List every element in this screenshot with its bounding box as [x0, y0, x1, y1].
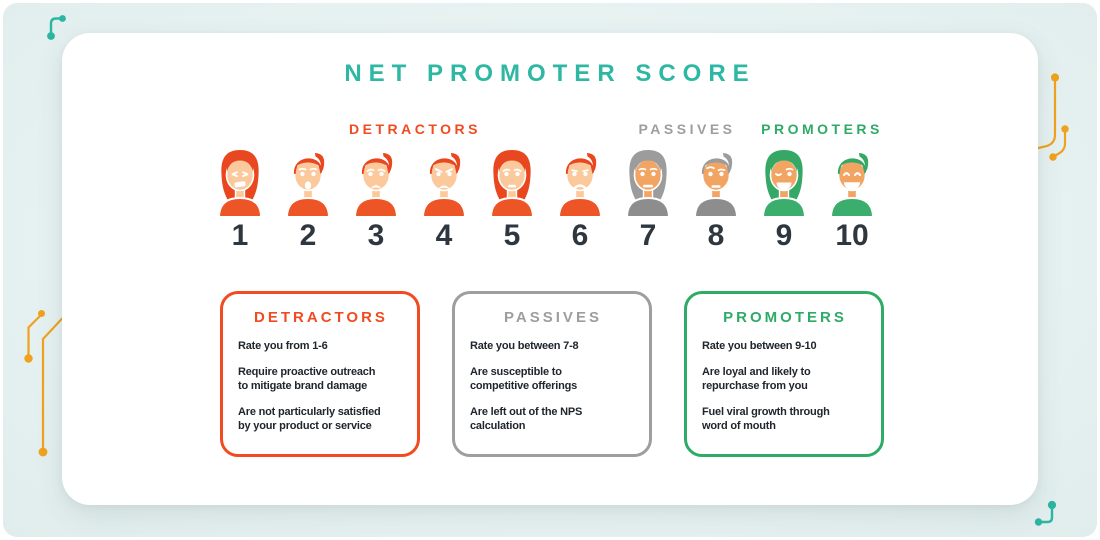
group-label-detractors: DETRACTORS [349, 121, 481, 137]
detractor-avatar-6-icon [552, 145, 608, 217]
card-bullet [702, 405, 868, 434]
card-bullet [470, 339, 636, 354]
card-bullet-line: Are not particularly satisfied [238, 405, 381, 418]
score-number-2: 2 [299, 219, 317, 252]
card-bullet-line: Rate you between 7-8 [470, 340, 579, 352]
circuit-dot [59, 15, 66, 22]
score-number-8: 8 [707, 219, 725, 252]
score-number-3: 3 [367, 219, 385, 252]
score-number-4: 4 [435, 219, 453, 252]
avatar-row [212, 145, 880, 217]
card-bullet [702, 339, 868, 354]
detractor-avatar-4-icon [416, 145, 472, 217]
card-bullet [702, 365, 868, 394]
circuit-left-line [29, 316, 41, 355]
circuit-top-right-line [1056, 133, 1066, 156]
card-bullet-line: Fuel viral growth through [702, 405, 830, 418]
detractors-card-title: DETRACTORS [254, 309, 388, 326]
passive-avatar-8-icon [688, 145, 744, 217]
promoters-card [684, 291, 884, 457]
card-bullet-line: Rate you between 9-10 [702, 340, 817, 352]
card-bullet-line: Are susceptible to [470, 365, 562, 378]
detractor-avatar-3-icon [348, 145, 404, 217]
passive-avatar-7-icon [620, 145, 676, 217]
detractors-card [220, 291, 420, 457]
circuit-dot [24, 354, 32, 362]
card-bullet-line: repurchase from you [702, 380, 808, 393]
card-bullet [470, 365, 636, 394]
promoter-avatar-10-icon [824, 145, 880, 217]
score-number-6: 6 [571, 219, 589, 252]
card-bullet [238, 405, 404, 434]
group-label-passives: PASSIVES [638, 121, 736, 137]
passives-card-title: PASSIVES [504, 309, 602, 326]
circuit-dot [38, 310, 45, 317]
score-number-row [212, 219, 880, 253]
circuit-dot [1051, 73, 1059, 81]
promoter-avatar-9-icon [756, 145, 812, 217]
circuit-dot [1061, 125, 1068, 132]
card-bullet-line: Are left out of the NPS [470, 405, 583, 418]
card-bullet-line: competitive offerings [470, 380, 578, 393]
score-number-7: 7 [639, 219, 657, 252]
circuit-bottom-right-line [1042, 508, 1052, 522]
card-bullet [238, 339, 404, 354]
promoters-card-title: PROMOTERS [723, 309, 847, 326]
detractor-avatar-2-icon [280, 145, 336, 217]
category-cards [220, 291, 884, 457]
score-number-5: 5 [503, 219, 521, 252]
card-bullet-line: Rate you from 1-6 [238, 340, 328, 352]
card-bullet-line: by your product or service [238, 420, 372, 433]
card-bullet-line: Are loyal and likely to [702, 365, 811, 378]
score-number-1: 1 [231, 219, 249, 252]
circuit-dot [47, 32, 55, 40]
card-bullet-line: Require proactive outreach [238, 365, 376, 378]
circuit-dot [1048, 501, 1056, 509]
circuit-dot [1049, 153, 1056, 160]
page-title: NET PROMOTER SCORE [344, 60, 756, 87]
group-label-promoters: PROMOTERS [761, 121, 883, 137]
card-bullet-line: to mitigate brand damage [238, 380, 368, 393]
detractor-avatar-1-icon [212, 145, 268, 217]
circuit-left-line [43, 317, 64, 449]
passives-card [452, 291, 652, 457]
score-number-10: 10 [835, 219, 869, 252]
nps-infographic-card [62, 33, 1038, 505]
card-bullet-line: word of mouth [702, 420, 776, 433]
circuit-dot [1035, 518, 1042, 525]
circuit-dot [39, 448, 48, 457]
score-number-9: 9 [775, 219, 793, 252]
detractor-avatar-5-icon [484, 145, 540, 217]
card-bullet-line: calculation [470, 420, 526, 433]
card-bullet [238, 365, 404, 394]
card-bullet [470, 405, 636, 434]
